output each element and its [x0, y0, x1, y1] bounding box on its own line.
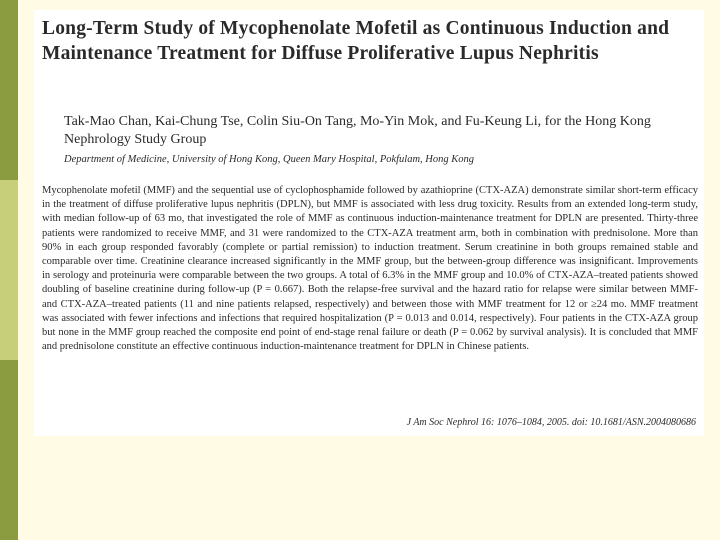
sidebar-segment-bottom: [0, 360, 18, 540]
paper-excerpt: [34, 10, 704, 436]
paper-title: Long-Term Study of Mycophenolate Mofetil as Continuous Induction and Maintenance Treatment for Diffuse Proliferative Lupus Nephritis: [42, 18, 670, 64]
decorative-sidebar: [0, 0, 18, 540]
paper-affiliation: Department of Medicine, University of Hong Kong, Queen Mary Hospital, Pokfulam, Hong Kong: [64, 154, 475, 165]
paper-citation: J Am Soc Nephrol 16: 1076–1084, 2005. doi: 10.1681/ASN.2004080686: [406, 417, 696, 428]
paper-authors: Tak-Mao Chan, Kai-Chung Tse, Colin Siu-On Tang, Mo-Yin Mok, and Fu-Keung Li, for the Hong Kong Nephrology Study Group: [64, 114, 651, 147]
sidebar-segment-top: [0, 0, 18, 180]
sidebar-segment-middle: [0, 180, 18, 360]
paper-abstract: Mycophenolate mofetil (MMF) and the sequential use of cyclophosphamide followed by azathioprine (CTX-AZA) demonstrate similar short-term efficacy in the treatment of diffuse proliferative lupus nephritis (DPLN), but MMF is associated with less drug toxicity. Results from an extended long-term study, with median follow-up of 63 mo, that investigated the role of MMF as continuous induction-maintenance treatment for DPLN are presented. Thirty-three patients were randomized to receive MMF, and 31 were randomized to the CTX-AZA treatment arm, both in combination with prednisolone. More than 90% in each group responded favorably (complete or partial remission) to induction treatment. Serum creatinine in both groups remained stable and comparable over time. Creatinine clearance increased significantly in the MMF group, but the between-group difference was insignificant. Improvements in serology and proteinuria were comparable between the two groups. A total of 6.3% in the MMF group and 10.0% of CTX-AZA–treated patients showed doubling of baseline creatinine during follow-up (P = 0.667). Both the relapse-free survival and the hazard ratio for relapse were similar between MMF- and CTX-AZA–treated patients (11 and nine patients relapsed, respectively) and between those with MMF treatment for 12 or ≥24 mo. MMF treatment was associated with fewer infections and infections that required hospitalization (P = 0.013 and 0.014, respectively). Four patients in the CTX-AZA group but none in the MMF group reached the composite end point of end-stage renal failure or death (P = 0.062 by survival analysis). It is concluded that MMF and prednisolone constitute an effective continuous induction-maintenance treatment for DPLN in Chinese patients.: [42, 185, 698, 353]
